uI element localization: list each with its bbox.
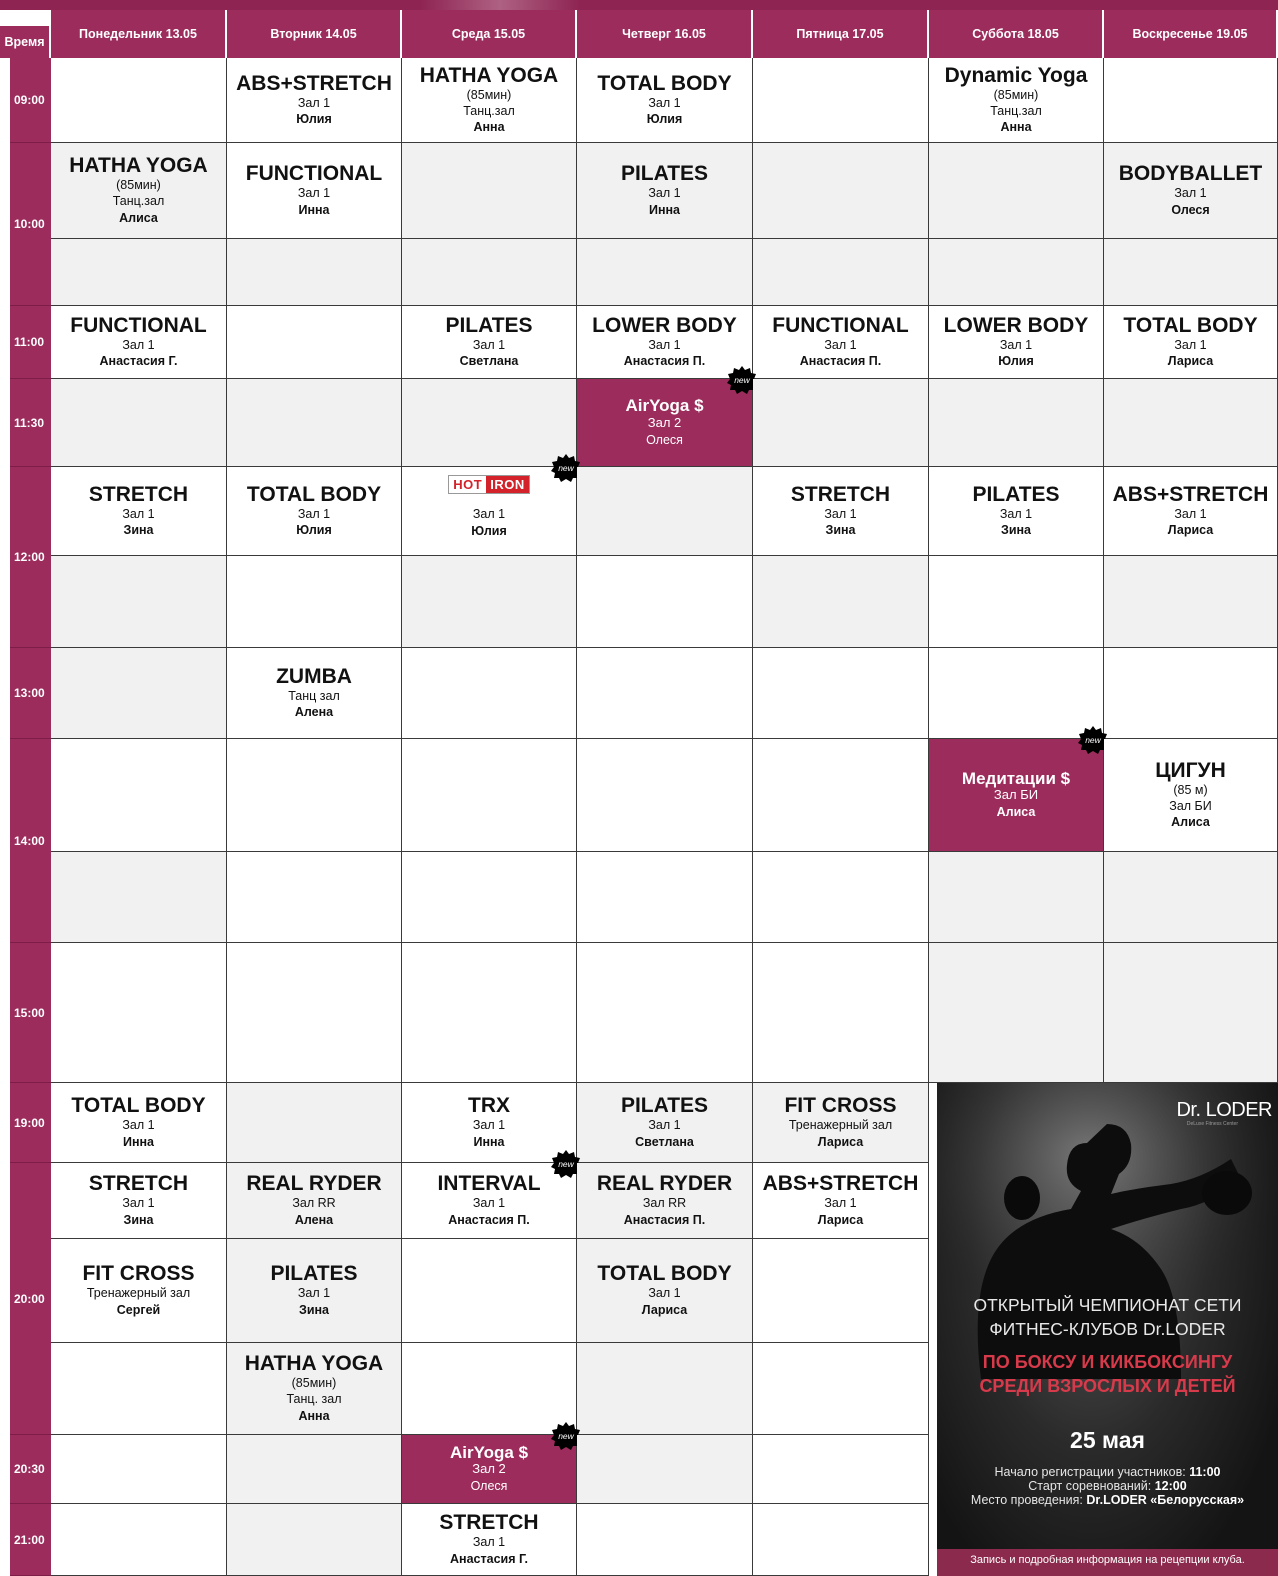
empty-cell <box>402 556 577 648</box>
trainer-name: Инна <box>648 202 681 217</box>
class-detail: (85мин) <box>466 87 512 102</box>
time-label: 11:30 <box>10 379 51 467</box>
trainer-name: Зина <box>123 523 154 538</box>
class-detail: Зал 1 <box>999 506 1033 521</box>
trainer-name: Лариса <box>641 1302 688 1317</box>
hot-iron-logo-hot: HOT <box>449 476 486 493</box>
class-detail: (85мин) <box>993 87 1039 102</box>
class-detail: Зал 1 <box>122 1118 155 1133</box>
trainer-name: Юлия <box>646 112 683 127</box>
class-cell[interactable] <box>402 1159 577 1239</box>
brand-logo: Dr. LODER <box>1176 1099 1272 1121</box>
trainer-name: Анна <box>1000 120 1032 135</box>
empty-cell <box>577 467 753 556</box>
empty-cell <box>753 1435 929 1504</box>
class-detail: Зал 1 <box>472 1196 506 1211</box>
trainer-name: Алена <box>294 705 334 720</box>
class-cell[interactable] <box>51 1239 227 1343</box>
trainer-name: Алена <box>294 1212 334 1227</box>
class-name: FIT CROSS <box>82 1262 195 1286</box>
empty-cell <box>51 1343 227 1435</box>
empty-cell <box>227 556 402 648</box>
class-cell[interactable] <box>577 58 753 143</box>
class-name: INTERVAL <box>437 1172 541 1196</box>
class-cell[interactable] <box>753 306 929 379</box>
empty-cell <box>929 852 1104 943</box>
class-name: ABS+STRETCH <box>236 71 392 95</box>
class-name: TOTAL BODY <box>597 1262 732 1286</box>
promo-place <box>937 1493 1278 1507</box>
class-name: PILATES <box>445 313 533 337</box>
empty-cell <box>227 306 402 379</box>
day-header-4: Пятница 17.05 <box>753 10 929 58</box>
class-detail: Зал 1 <box>297 186 331 201</box>
class-name: REAL RYDER <box>596 1172 733 1196</box>
empty-cell <box>227 943 402 1083</box>
class-cell[interactable] <box>227 1163 402 1239</box>
reg-time: 11:00 <box>1189 1465 1221 1479</box>
class-name: STRETCH <box>790 482 891 506</box>
class-detail: Зал 1 <box>648 1286 681 1301</box>
class-name: TOTAL BODY <box>246 482 382 506</box>
time-label: 10:00 <box>10 143 51 306</box>
class-cell[interactable] <box>227 648 402 739</box>
empty-cell <box>577 648 753 739</box>
class-name: PILATES <box>620 1094 709 1118</box>
empty-cell <box>402 239 577 306</box>
class-name: LOWER BODY <box>592 313 737 337</box>
class-detail: Зал RR <box>642 1196 687 1211</box>
empty-cell <box>1104 852 1278 943</box>
trainer-name: Инна <box>473 1134 505 1149</box>
empty-cell <box>51 852 227 943</box>
class-name: PILATES <box>972 482 1060 506</box>
class-cell[interactable] <box>51 143 227 239</box>
class-name: Медитации $ <box>961 768 1071 788</box>
empty-cell <box>51 556 227 648</box>
class-cell[interactable] <box>753 1083 929 1163</box>
class-name: LOWER BODY <box>943 313 1089 337</box>
time-label: 15:00 <box>10 943 51 1083</box>
class-name: BODYBALLET <box>1118 162 1263 186</box>
class-name: Dynamic Yoga <box>944 63 1088 87</box>
empty-cell <box>929 943 1104 1083</box>
class-name: STRETCH <box>88 1172 189 1196</box>
empty-cell <box>51 648 227 739</box>
class-name: HATHA YOGA <box>419 63 559 87</box>
class-detail: Зал 2 <box>647 414 682 430</box>
trainer-name: Светлана <box>635 1134 694 1149</box>
promo-subtitle-line-1: ПО БОКСУ И КИКБОКСИНГУ <box>982 1352 1233 1372</box>
empty-cell <box>402 648 577 739</box>
class-cell[interactable] <box>1104 467 1278 556</box>
trainer-name: Олеся <box>470 1479 508 1494</box>
empty-cell <box>753 739 929 852</box>
empty-cell <box>1104 943 1278 1083</box>
empty-cell <box>929 143 1104 239</box>
empty-cell <box>929 379 1104 467</box>
class-cell[interactable] <box>1104 306 1278 379</box>
class-detail: Танц зал <box>288 688 340 703</box>
top-banner <box>0 0 1278 10</box>
class-cell[interactable] <box>753 1163 929 1239</box>
day-header-2: Среда 15.05 <box>402 10 577 58</box>
trainer-name: Анастасия П. <box>448 1212 530 1227</box>
empty-cell <box>753 852 929 943</box>
empty-cell <box>227 379 402 467</box>
trainer-name: Юлия <box>471 523 507 538</box>
class-detail: Танц.зал <box>463 103 515 118</box>
empty-cell <box>753 648 929 739</box>
promo-start <box>937 1479 1278 1493</box>
trainer-name: Анастасия П. <box>623 354 706 369</box>
class-detail: Зал 1 <box>648 1118 681 1133</box>
empty-cell <box>227 239 402 306</box>
class-detail: Тренажерный зал <box>788 1118 893 1133</box>
class-name: ABS+STRETCH <box>762 1172 919 1196</box>
start-label: Старт соревнований: <box>1028 1479 1152 1493</box>
brand-subtitle: DeLuxe Fitness Center <box>1186 1121 1238 1127</box>
trainer-name: Олеся <box>646 432 683 447</box>
empty-cell <box>1104 58 1278 143</box>
empty-cell <box>929 556 1104 648</box>
svg-text:new: new <box>558 1159 574 1169</box>
empty-cell <box>577 556 753 648</box>
empty-cell <box>753 556 929 648</box>
trainer-name: Анна <box>473 120 505 135</box>
class-cell[interactable] <box>227 467 402 556</box>
class-name: PILATES <box>620 162 709 186</box>
empty-cell <box>402 739 577 852</box>
class-detail: Зал 1 <box>472 1118 506 1133</box>
day-header-5: Суббота 18.05 <box>929 10 1104 58</box>
empty-cell <box>51 1504 227 1576</box>
class-detail: (85мин) <box>291 1376 337 1391</box>
class-detail: Зал 1 <box>297 1286 331 1301</box>
empty-cell <box>753 1343 929 1435</box>
class-name: FUNCTIONAL <box>772 313 909 337</box>
trainer-name: Лариса <box>1167 354 1214 369</box>
class-detail: Тренажерный зал <box>86 1286 191 1301</box>
class-detail: Зал 1 <box>648 186 681 201</box>
empty-cell <box>753 1504 929 1576</box>
class-cell[interactable] <box>227 58 402 143</box>
svg-text:new: new <box>558 463 574 473</box>
trainer-name: Анастасия П. <box>623 1212 706 1227</box>
class-name: FIT CROSS <box>784 1094 897 1118</box>
class-detail: Зал БИ <box>1169 798 1212 813</box>
trainer-name: Инна <box>298 202 330 217</box>
svg-text:new: new <box>558 1431 574 1441</box>
class-detail: (85 м) <box>1173 782 1208 797</box>
class-cell[interactable] <box>402 58 577 143</box>
trainer-name: Лариса <box>817 1212 864 1227</box>
empty-cell <box>753 379 929 467</box>
trainer-name: Анастасия П. <box>799 354 882 369</box>
empty-cell <box>227 852 402 943</box>
empty-cell <box>227 1504 402 1576</box>
class-detail: Зал 1 <box>648 337 681 352</box>
trainer-name: Юлия <box>296 112 332 127</box>
class-detail: Зал 1 <box>472 337 506 352</box>
promo-footer: Запись и подробная информация на рецепции клуба. <box>937 1549 1278 1576</box>
empty-cell <box>227 1083 402 1163</box>
class-cell[interactable] <box>227 143 402 239</box>
class-name: PILATES <box>270 1262 358 1286</box>
svg-text:new: new <box>734 375 750 385</box>
empty-cell <box>577 1435 753 1504</box>
promo-date: 25 мая <box>1070 1427 1145 1453</box>
class-name: FUNCTIONAL <box>70 313 207 337</box>
class-detail: Танц.зал <box>990 103 1042 118</box>
class-cell[interactable] <box>753 467 929 556</box>
class-detail: Зал 2 <box>472 1461 506 1477</box>
empty-cell <box>227 739 402 852</box>
trainer-name: Инна <box>122 1134 155 1149</box>
class-cell[interactable] <box>577 143 753 239</box>
empty-cell <box>51 943 227 1083</box>
time-label: 13:00 <box>10 648 51 739</box>
class-detail: Зал 1 <box>824 506 857 521</box>
trainer-name: Лариса <box>1167 523 1214 538</box>
class-name: AirYoga $ <box>625 396 704 415</box>
empty-cell <box>227 1435 402 1504</box>
trainer-name: Алиса <box>1171 815 1210 830</box>
class-cell[interactable] <box>51 1083 227 1163</box>
class-detail: Зал 1 <box>1174 506 1207 521</box>
class-name: ZUMBA <box>276 664 352 688</box>
day-header-0: Понедельник 13.05 <box>51 10 227 58</box>
class-detail: Зал 1 <box>1174 337 1207 352</box>
trainer-name: Алиса <box>996 805 1036 820</box>
class-detail: (85мин) <box>116 178 161 193</box>
class-detail: Зал 1 <box>824 1196 857 1211</box>
class-name: FUNCTIONAL <box>245 162 383 186</box>
trainer-name: Анастасия Г. <box>450 1551 528 1566</box>
trainer-name: Зина <box>123 1212 154 1227</box>
time-column-strip <box>0 58 10 1576</box>
empty-cell <box>1104 556 1278 648</box>
empty-cell <box>51 239 227 306</box>
class-cell[interactable] <box>929 306 1104 379</box>
empty-cell <box>753 1239 929 1343</box>
class-name: TOTAL BODY <box>1123 313 1258 337</box>
time-label: 20:30 <box>10 1435 51 1504</box>
class-cell[interactable] <box>402 463 577 556</box>
empty-cell <box>402 1239 577 1343</box>
promo-registration <box>937 1465 1278 1479</box>
trainer-name: Зина <box>298 1302 330 1317</box>
trainer-name: Анна <box>298 1408 330 1423</box>
trainer-name: Юлия <box>998 354 1034 369</box>
day-header-6: Воскресенье 19.05 <box>1104 10 1278 58</box>
time-label: 14:00 <box>10 739 51 943</box>
class-name: TOTAL BODY <box>597 71 732 95</box>
class-detail: Танц.зал <box>112 194 165 209</box>
trainer-name: Анастасия Г. <box>99 354 178 369</box>
class-cell[interactable] <box>51 306 227 379</box>
time-label: 20:00 <box>10 1163 51 1435</box>
class-detail: Зал 1 <box>824 337 857 352</box>
class-detail: Зал БИ <box>993 787 1039 803</box>
empty-cell <box>577 1504 753 1576</box>
class-detail: Зал 1 <box>472 507 506 522</box>
class-detail: Зал 1 <box>297 506 331 521</box>
class-cell[interactable] <box>929 735 1104 852</box>
class-name: TRX <box>468 1094 510 1118</box>
class-cell[interactable] <box>51 1163 227 1239</box>
time-label: 12:00 <box>10 467 51 648</box>
time-column-header: Время <box>0 26 51 58</box>
ornament <box>420 0 580 10</box>
empty-cell <box>577 852 753 943</box>
empty-cell <box>753 943 929 1083</box>
trainer-name: Зина <box>1000 523 1032 538</box>
empty-cell <box>577 1343 753 1435</box>
place-value: Dr.LODER «Белорусская» <box>1086 1493 1245 1507</box>
empty-cell <box>577 739 753 852</box>
reg-label: Начало регистрации участников: <box>994 1465 1186 1479</box>
empty-cell <box>1104 379 1278 467</box>
empty-cell <box>51 58 227 143</box>
empty-cell <box>577 943 753 1083</box>
empty-cell <box>402 852 577 943</box>
class-cell[interactable] <box>1104 739 1278 852</box>
empty-cell <box>1104 239 1278 306</box>
class-detail: Зал 1 <box>122 337 155 352</box>
empty-cell <box>577 239 753 306</box>
empty-cell <box>753 143 929 239</box>
class-cell[interactable] <box>1104 143 1278 239</box>
class-detail: Зал 1 <box>472 1535 506 1550</box>
time-label: 21:00 <box>10 1504 51 1576</box>
class-cell[interactable] <box>577 1163 753 1239</box>
trainer-name: Олеся <box>1171 202 1210 217</box>
promo-banner[interactable] <box>937 1083 1278 1576</box>
trainer-name: Светлана <box>459 354 519 369</box>
time-label: 19:00 <box>10 1083 51 1163</box>
class-name: STRETCH <box>439 1511 539 1535</box>
empty-cell <box>51 1435 227 1504</box>
class-cell[interactable] <box>227 1239 402 1343</box>
class-name: ABS+STRETCH <box>1112 482 1269 506</box>
class-name: TOTAL BODY <box>71 1094 206 1118</box>
place-label: Место проведения: <box>970 1493 1083 1507</box>
trainer-name: Сергей <box>116 1302 161 1317</box>
empty-cell <box>402 143 577 239</box>
class-cell[interactable] <box>929 58 1104 143</box>
class-name: REAL RYDER <box>246 1172 382 1196</box>
class-name: HATHA YOGA <box>244 1352 384 1376</box>
empty-cell <box>51 379 227 467</box>
class-cell[interactable] <box>577 375 753 467</box>
class-cell[interactable] <box>577 1083 753 1163</box>
class-cell[interactable] <box>227 1343 402 1435</box>
empty-cell <box>929 239 1104 306</box>
class-cell[interactable] <box>402 1504 577 1576</box>
empty-cell <box>402 943 577 1083</box>
hot-iron-logo <box>448 475 529 494</box>
empty-cell <box>51 739 227 852</box>
start-time: 12:00 <box>1154 1479 1187 1493</box>
class-cell[interactable] <box>402 1431 577 1504</box>
class-name: STRETCH <box>88 482 189 506</box>
class-detail: Зал 1 <box>648 95 681 110</box>
svg-text:new: new <box>1085 735 1101 745</box>
class-cell[interactable] <box>51 467 227 556</box>
empty-cell <box>753 239 929 306</box>
time-label: 11:00 <box>10 306 51 379</box>
class-cell[interactable] <box>577 1239 753 1343</box>
empty-cell <box>1104 648 1278 739</box>
class-detail: Зал RR <box>292 1196 336 1211</box>
class-detail: Зал 1 <box>1174 186 1207 201</box>
class-cell[interactable] <box>929 467 1104 556</box>
class-detail: Зал 1 <box>297 95 331 110</box>
promo-title-line-2: ФИТНЕС-КЛУБОВ Dr.LODER <box>989 1319 1226 1339</box>
promo-subtitle-line-2: СРЕДИ ВЗРОСЛЫХ И ДЕТЕЙ <box>979 1376 1236 1396</box>
empty-cell <box>753 58 929 143</box>
day-header-3: Четверг 16.05 <box>577 10 753 58</box>
class-name: AirYoga $ <box>449 1442 529 1462</box>
class-name: ЦИГУН <box>1155 758 1226 782</box>
trainer-name: Алиса <box>119 210 158 225</box>
class-detail: Танц. зал <box>286 1392 342 1407</box>
day-header-1: Вторник 14.05 <box>227 10 402 58</box>
class-name: HATHA YOGA <box>69 154 208 178</box>
hot-iron-logo-iron: IRON <box>486 476 529 493</box>
time-label: 09:00 <box>10 58 51 143</box>
class-detail: Зал 1 <box>122 1196 155 1211</box>
class-detail: Зал 1 <box>122 506 155 521</box>
trainer-name: Зина <box>825 523 856 538</box>
trainer-name: Лариса <box>817 1134 864 1149</box>
class-cell[interactable] <box>402 306 577 379</box>
trainer-name: Юлия <box>296 523 332 538</box>
promo-title-line-1: ОТКРЫТЫЙ ЧЕМПИОНАТ СЕТИ <box>973 1295 1242 1315</box>
class-detail: Зал 1 <box>999 337 1033 352</box>
